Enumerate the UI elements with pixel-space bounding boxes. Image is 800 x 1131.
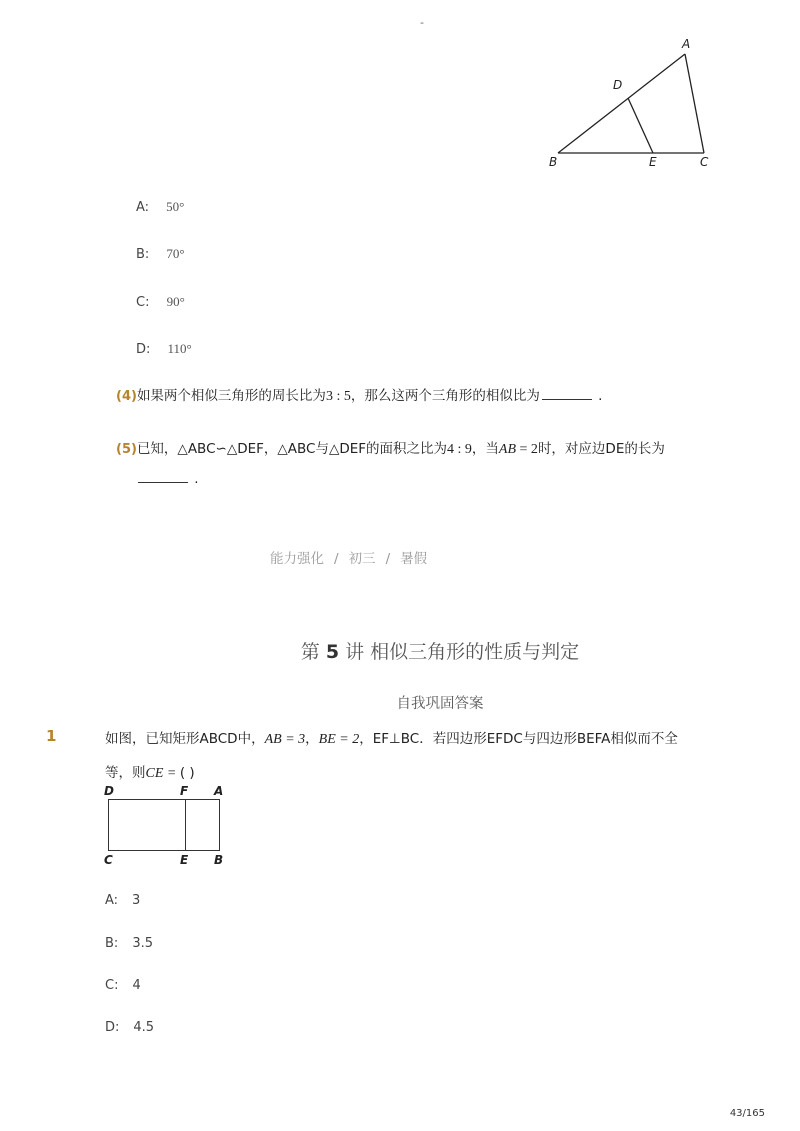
rectangle-figure xyxy=(100,782,230,868)
question-text: 如果两个相似三角形的周长比为 xyxy=(136,388,326,404)
question-number: (5) xyxy=(116,442,137,457)
question-5 xyxy=(116,437,665,458)
equation-ab: AB = 3 xyxy=(264,732,306,747)
question-text: 时，对应边DE的长为 xyxy=(537,441,665,457)
option-label: C: xyxy=(105,978,119,993)
label-a: A xyxy=(214,784,224,798)
q1-option-b[interactable] xyxy=(105,936,153,951)
option-value: 3.5 xyxy=(132,936,153,951)
rectangle-abcd xyxy=(109,800,220,851)
label-b: B xyxy=(549,155,558,169)
option-value: 70° xyxy=(166,246,185,261)
option-value: 90° xyxy=(166,294,185,309)
q1-option-a[interactable] xyxy=(105,893,140,908)
page-number: 43/165 xyxy=(729,1108,765,1119)
option-label: A: xyxy=(136,200,150,215)
question-1-number: 1 xyxy=(46,727,57,745)
question-5-blank-line xyxy=(136,470,199,487)
equation: = 2 xyxy=(516,442,538,457)
breadcrumb-separator: / xyxy=(385,551,391,567)
header-dash: - xyxy=(420,16,424,29)
q3-option-c[interactable] xyxy=(136,291,185,310)
option-label: B: xyxy=(136,247,150,262)
title-prefix: 第 xyxy=(300,641,320,663)
period: . xyxy=(194,471,199,487)
question-number: (4) xyxy=(116,389,137,404)
variable-ab: AB xyxy=(498,442,517,457)
breadcrumb-item: 初三 xyxy=(348,551,376,567)
option-value: 110° xyxy=(167,341,192,356)
side-ac xyxy=(685,54,704,153)
label-b: B xyxy=(214,853,224,867)
answer-blank[interactable] xyxy=(138,470,188,483)
option-label: A: xyxy=(105,893,119,908)
breadcrumb-item: 暑假 xyxy=(400,551,428,567)
lecture-title xyxy=(0,637,800,664)
question-text: 等，则 xyxy=(105,765,146,781)
question-text: 如图，已知矩形ABCD中， xyxy=(105,731,265,747)
label-c: C xyxy=(700,155,709,169)
page-subtitle: 自我巩固答案 xyxy=(396,696,484,712)
option-label: B: xyxy=(105,936,119,951)
segment-de xyxy=(628,98,653,153)
breadcrumb-item: 能力强化 xyxy=(270,551,324,567)
label-a: A xyxy=(682,37,691,51)
answer-blank[interactable] xyxy=(542,387,592,400)
equation-ce: CE = xyxy=(145,766,180,781)
q3-option-d[interactable] xyxy=(136,338,192,357)
side-ba xyxy=(558,54,685,153)
ratio: 3 : 5 xyxy=(325,389,351,404)
title-text: 讲 相似三角形的性质与判定 xyxy=(345,641,580,663)
lecture-number: 5 xyxy=(325,641,340,663)
question-1-line-1 xyxy=(105,727,678,748)
breadcrumb-separator: / xyxy=(334,551,339,567)
section-breadcrumb xyxy=(270,547,427,567)
label-e: E xyxy=(180,853,189,867)
label-d: D xyxy=(613,78,623,92)
question-1-line-2 xyxy=(105,761,195,782)
label-e: E xyxy=(649,155,657,169)
q1-option-d[interactable] xyxy=(105,1020,154,1035)
label-f: F xyxy=(180,784,189,798)
option-label: C: xyxy=(136,295,150,310)
option-label: D: xyxy=(136,342,151,357)
option-value: 50° xyxy=(166,199,185,214)
q3-option-a[interactable] xyxy=(136,196,184,215)
q3-option-b[interactable] xyxy=(136,243,185,262)
option-value: 4 xyxy=(132,978,141,993)
option-label: D: xyxy=(105,1020,120,1035)
option-value: 3 xyxy=(132,893,141,908)
question-text: ，那么这两个三角形的相似比为 xyxy=(350,388,540,404)
ratio: 4 : 9 xyxy=(447,442,472,457)
question-4 xyxy=(116,384,602,405)
question-text: ，EF⊥BC．若四边形EFDC与四边形BEFA相似而不全 xyxy=(359,731,678,747)
question-text: ，当 xyxy=(471,441,499,457)
equation-be: BE = 2 xyxy=(318,732,360,747)
option-value: 4.5 xyxy=(133,1020,155,1035)
question-text: 已知，△ABC∽△DEF，△ABC与△DEF的面积之比为 xyxy=(136,441,448,457)
label-d: D xyxy=(104,784,114,798)
label-c: C xyxy=(104,853,113,867)
period: . xyxy=(598,388,603,404)
triangle-figure xyxy=(545,36,720,171)
q1-option-c[interactable] xyxy=(105,978,141,993)
comma: ， xyxy=(305,731,319,747)
answer-paren[interactable]: ( ) xyxy=(179,765,195,781)
